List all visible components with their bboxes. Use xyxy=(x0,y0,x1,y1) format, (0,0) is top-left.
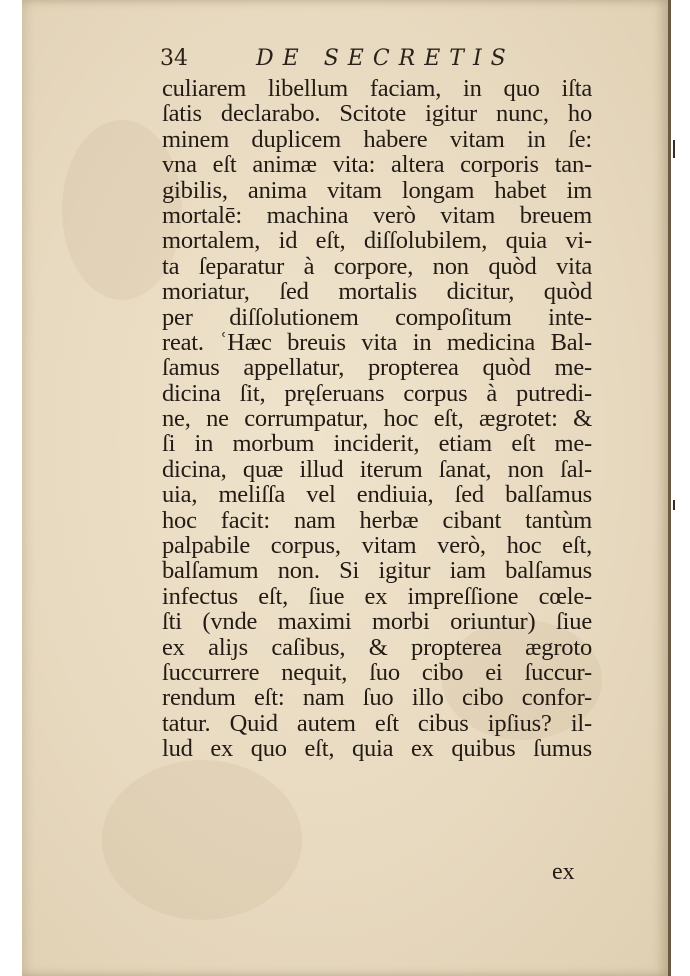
running-head-title: DE SECRETIS xyxy=(256,46,515,71)
text-line: mortalem, id eſt, diſſolubilem, quia vi- xyxy=(162,227,592,255)
text-line: ta ſeparatur à corpore, non quòd vita xyxy=(162,252,592,280)
page-edge-mark xyxy=(673,500,675,510)
text-line: ex aliȷs caſibus, & propterea ægroto xyxy=(162,633,592,661)
text-line: ſatis declarabo. Scitote igitur nunc, ho xyxy=(162,100,592,128)
text-line: culiarem libellum faciam, in quo iſta xyxy=(162,75,592,102)
text-line: minem duplicem habere vitam in ſe: xyxy=(162,125,592,153)
text-line: tatur. Quid autem eſt cibus ipſius? il- xyxy=(162,709,592,737)
text-line: per diſſolutionem compoſitum inte- xyxy=(162,303,592,331)
text-line: ne, ne corrumpatur, hoc eſt, ægrotet: & xyxy=(162,405,592,433)
catchword: ex xyxy=(552,859,575,885)
page-edge-mark xyxy=(673,140,675,158)
text-line: lud ex quo eſt, quia ex quibus ſumus xyxy=(162,735,592,763)
running-head xyxy=(160,44,600,74)
text-line: hoc facit: nam herbæ cibant tantùm xyxy=(162,506,592,534)
text-line: ſi in morbum inciderit, etiam eſt me- xyxy=(162,430,592,458)
text-line: uia, meliſſa vel endiuia, ſed balſamus xyxy=(162,481,592,509)
text-line: infectus eſt, ſiue ex impreſſione cœle- xyxy=(162,582,592,610)
text-line: rendum eſt: nam ſuo illo cibo confor- xyxy=(162,684,592,712)
text-block xyxy=(162,76,592,762)
text-line: ſuccurrere nequit, ſuo cibo ei ſuccur- xyxy=(162,658,592,686)
text-line: gibilis, anima vitam longam habet im xyxy=(162,176,592,204)
text-line: vna eſt animæ vita: altera corporis tan- xyxy=(162,151,592,179)
paper-stain xyxy=(102,760,302,920)
text-line: moriatur, ſed mortalis dicitur, quòd xyxy=(162,278,592,306)
text-line: dicina, quæ illud iterum ſanat, non ſal- xyxy=(162,455,592,483)
text-line: palpabile corpus, vitam verò, hoc eſt, xyxy=(162,532,592,560)
text-line: ſamus appellatur, propterea quòd me- xyxy=(162,354,592,382)
text-line: ſti (vnde maximi morbi oriuntur) ſiue xyxy=(162,608,592,636)
text-line: reat. ʿHæc breuis vita in medicina Bal- xyxy=(162,328,592,356)
text-line: balſamum non. Si igitur iam balſamus xyxy=(162,557,592,585)
text-line: dicina ſit, pręſeruans corpus à putredi- xyxy=(162,379,592,407)
page-number: 34 xyxy=(160,46,188,71)
text-line: mortalē: machina verò vitam breuem xyxy=(162,201,592,229)
